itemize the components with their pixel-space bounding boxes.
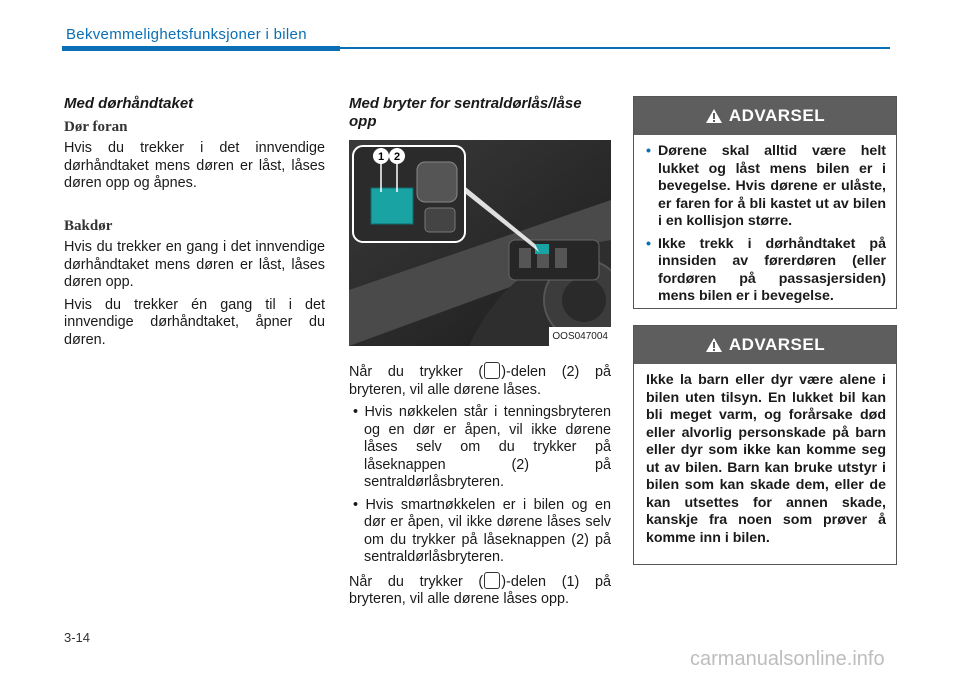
door-switch-photo	[349, 140, 611, 346]
unlock-text	[349, 572, 611, 609]
section-title-central-lock: Med bryter for sentraldørlås/låse opp	[349, 95, 582, 130]
warning-1-bullet-2: Ikke trekk i dørhåndtaket på innsiden av førerdøren (eller fordøren på passasjersiden) mens bilen er i bevegelse.	[658, 235, 886, 304]
warning-header-1	[634, 97, 896, 135]
column-door-handle	[64, 95, 325, 354]
front-door-text: Hvis du trekker i det innvendige dørhåndtaket mens døren er låst, låses døren opp og åpnes.	[64, 140, 325, 191]
unlock-icon	[484, 572, 500, 589]
warning-2-text: Ikke la barn eller dyr være alene i bilen uten tilsyn. En lukket bil kan bli meget varm, og forårsake død eller alvorlig personskade på barn eller dyr som ikke kan komme seg ut av bilen. Barn kan bruke utstyr i bilen som kan skade dem, eller de kan utsettes for annen skade, kanskje fra noen som prøver å komme inn i bilen.	[646, 372, 886, 546]
rear-door-text-1: Hvis du trekker en gang i det innvendige dørhåndtaket mens døren er låst, låses døren opp.	[64, 239, 325, 290]
unlock-text-pre: Når du trykker (	[349, 573, 484, 590]
callout-2-label: 2	[393, 151, 401, 163]
list-item: • Hvis smartnøkkelen er i bilen og en dør er åpen, vil ikke dørene låses selv om du trykker på låseknappen (2) på sentraldørlåsbryteren.	[353, 496, 611, 565]
warning-box-2	[633, 325, 897, 565]
door-switch-illustration	[349, 140, 611, 346]
lock-icon	[484, 362, 500, 379]
warning-triangle-icon	[705, 108, 723, 124]
subtitle-front-door: Dør foran	[64, 118, 128, 135]
list-item: • Hvis nøkkelen står i tenningsbryteren og en dør er åpen, vil ikke dørene låses selv om du trykker på låseknappen (2) på sentraldørlåsbryteren.	[353, 404, 611, 490]
smart-key-note: Hvis smartnøkkelen er i bilen og en dør er åpen, vil ikke dørene låses selv om du trykker på låseknappen (2) på sentraldørlåsbryteren.	[364, 496, 611, 565]
header-accent-bar	[62, 46, 340, 51]
warning-title-1: ADVARSEL	[728, 106, 826, 125]
rear-door-text-2: Hvis du trekker én gang til i det innvendige dørhåndtaket, åpner du døren.	[64, 296, 325, 348]
list-item: • Dørene skal alltid være helt lukket og låst mens bilen er i bevegelse. Hvis dørene er ulåste, er faren for å bli kastet ut av bilen i en kollisjon større.	[646, 143, 886, 229]
photo-code: OOS047004	[549, 327, 611, 347]
subtitle-rear-door: Bakdør	[64, 217, 113, 234]
warning-title-2: ADVARSEL	[728, 335, 826, 354]
warning-triangle-icon	[705, 337, 723, 353]
warning-box-1	[633, 96, 897, 309]
lock-text	[349, 362, 611, 399]
section-header-title: Bekvemmelighetsfunksjoner i bilen	[66, 26, 307, 43]
warning-1-bullet-1: Dørene skal alltid være helt lukket og låst mens bilen er i bevegelse. Hvis dørene er ulåste, er faren for å bli kastet ut av bilen i en kollisjon større.	[658, 143, 886, 229]
warning-header-2	[634, 326, 896, 364]
list-item: • Ikke trekk i dørhåndtaket på innsiden av førerdøren (eller fordøren på passasjersiden) mens bilen er i bevegelse.	[646, 235, 886, 304]
lock-text-post: )-delen (2) på bryteren, vil alle dørene låses.	[349, 364, 612, 398]
header-rule	[340, 47, 890, 49]
unlock-text-post: )-delen (1) på bryteren, vil alle dørene låses opp.	[349, 573, 612, 607]
page-number: 3-14	[64, 630, 91, 645]
section-title-door-handle: Med dørhåndtaket	[64, 95, 194, 112]
column-central-lock	[349, 95, 611, 614]
ignition-key-note: Hvis nøkkelen står i tenningsbryteren og en dør er åpen, vil ikke dørene låses selv om du trykker på låseknappen (2) på sentraldørlåsbryteren.	[364, 404, 611, 490]
watermark: carmanualsonline.info	[690, 648, 885, 670]
callout-1-label: 1	[377, 151, 385, 163]
lock-text-pre: Når du trykker (	[349, 364, 484, 380]
